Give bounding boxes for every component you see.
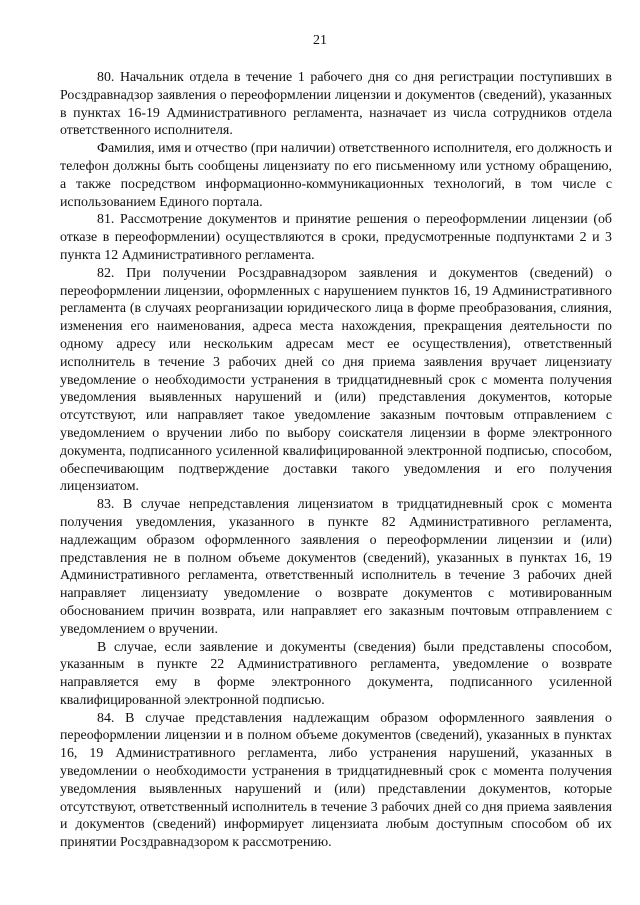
paragraph-80-contact: Фамилия, имя и отчество (при наличии) ответственного исполнителя, его должность и телефон должны быть сообщены лицензиату по его письменному или устному обращению, а также посредством информационно-коммуникационных технологий, в том числе с использованием Единого портала.	[60, 141, 612, 210]
paragraph-81: 81. Рассмотрение документов и принятие решения о переоформлении лицензии (об отказе в переоформлении) осуществляются в сроки, предусмотренные подпунктами 2 и 3 пункта 12 Административного регламента.	[60, 212, 612, 263]
paragraph-83: 83. В случае непредставления лицензиатом в тридцатидневный срок с момента получения уведомления, указанного в пункте 82 Административного регламента, надлежащим образом оформленного заявления о переоформлении лицензии и (или) представления не в полном объеме документов (сведений), указанных в пунктах 16, 19 Административного регламента, ответственный исполнитель в течение 3 рабочих дней направляет лицензиату уведомление о возврате документов с мотивированным обоснованием причин возврата, или направляет его заказным почтовым отправлением с уведомлением о вручении.	[60, 497, 612, 637]
page-number: 21	[313, 33, 327, 48]
paragraph-82: 82. При получении Росздравнадзором заявления и документов (сведений) о переоформлении лицензии, оформленных с нарушением пунктов 16, 19 Административного регламента (в случаях реорганизации юридического лица в форме преобразования, слияния, изменения его наименования, адреса места нахождения, прекращения деятельности по одному адресу или нескольким адресам мест ее осуществления), ответственный исполнитель в течение 3 рабочих дней со дня приема заявления вручает лицензиату уведомление о необходимости устранения в тридцатидневный срок с момента получения уведомления выявленных нарушений и (или) представления документов, которые отсутствуют, или направляет такое уведомление заказным почтовым отправлением с уведомлением о вручении либо по выбору соискателя лицензии в форме электронного документа, подписанного усиленной квалифицированной электронной подписью, способом, обеспечивающим подтверждение доставки такого уведомления и его получения лицензиатом.	[60, 265, 612, 495]
paragraph-84: 84. В случае представления надлежащим образом оформленного заявления о переоформлении лицензии и в полном объеме документов (сведений), указанных в пунктах 16, 19 Административного регламента, либо устранения нарушений, указанных в уведомлении о необходимости устранения в тридцатидневный срок с момента получения уведомления выявленных нарушений и (или) представлении документов, которые отсутствуют, ответственный исполнитель в течение 3 рабочих дней со дня приема заявления и документов (сведений) информирует лицензиата любым доступным способом об их принятии Росздравнадзором к рассмотрению.	[60, 710, 612, 851]
paragraph-83-electronic: В случае, если заявление и документы (сведения) были представлены способом, указанным в пункте 22 Административного регламента, уведомление о возврате направляется ему в форме электронного документа, подписанного усиленной квалифицированной электронной подписью.	[60, 639, 612, 708]
paragraph-80: 80. Начальник отдела в течение 1 рабочего дня со дня регистрации поступивших в Росздравнадзор заявления о переоформлении лицензии и документов (сведений), указанных в пунктах 16-19 Административного регламента, назначает из числа сотрудников отдела ответственного исполнителя.	[60, 70, 612, 139]
document-body	[60, 69, 612, 852]
